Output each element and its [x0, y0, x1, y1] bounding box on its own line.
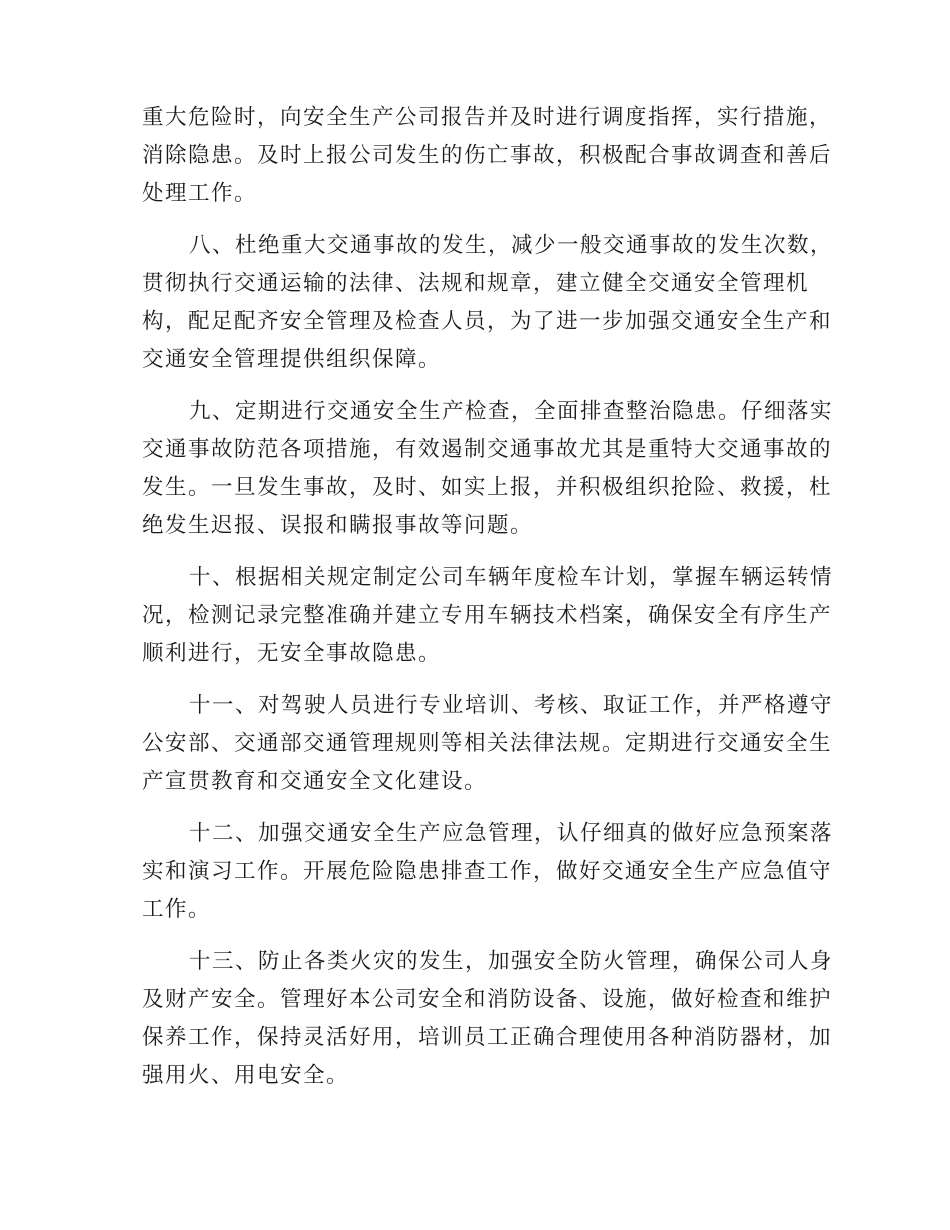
paragraph-item-12	[142, 815, 834, 929]
text-line: 保养工作，保持灵活好用，培训员工正确合理使用各种消防器材，加	[142, 1025, 833, 1050]
text-line: 公安部、交通部交通管理规则等相关法律法规。定期进行交通安全生	[142, 731, 833, 756]
text-line: 实和演习工作。开展危险隐患排查工作，做好交通安全生产应急值守	[142, 859, 833, 884]
text-line: 构，配足配齐安全管理及检查人员，为了进一步加强交通安全生产和	[142, 309, 833, 334]
text-line: 十、根据相关规定制定公司车辆年度检车计划，掌握车辆运转情	[189, 565, 834, 590]
text-line: 贯彻执行交通运输的法律、法规和规章，建立健全交通安全管理机	[142, 271, 810, 296]
text-line: 工作。	[142, 897, 212, 922]
text-line: 十二、加强交通安全生产应急管理，认仔细真的做好应急预案落	[189, 821, 834, 846]
text-line: 十三、防止各类火灾的发生，加强安全防火管理，确保公司人身	[189, 949, 834, 974]
text-line: 消除隐患。及时上报公司发生的伤亡事故，积极配合事故调查和善后	[142, 143, 833, 168]
text-line: 处理工作。	[142, 181, 258, 206]
text-line: 产宣贯教育和交通安全文化建设。	[142, 769, 488, 794]
paragraph-item-8	[142, 227, 834, 379]
paragraph-item-10	[142, 559, 834, 673]
text-line: 及财产安全。管理好本公司安全和消防设备、设施，做好检查和维护	[142, 987, 833, 1012]
text-line: 发生。一旦发生事故，及时、如实上报，并积极组织抢险、救援，杜	[142, 475, 833, 500]
text-line: 顺利进行，无安全事故隐患。	[142, 641, 442, 666]
paragraph-continuation	[142, 99, 833, 213]
text-line: 十一、对驾驶人员进行专业培训、考核、取证工作，并严格遵守	[189, 693, 834, 718]
text-line: 九、定期进行交通安全生产检查，全面排查整治隐患。仔细落实	[189, 399, 834, 424]
text-line: 交通事故防范各项措施，有效遏制交通事故尤其是重特大交通事故的	[142, 437, 833, 462]
text-line: 交通安全管理提供组织保障。	[142, 347, 442, 372]
document-body	[142, 99, 834, 1109]
text-line: 绝发生迟报、误报和瞒报事故等问题。	[142, 513, 534, 538]
paragraph-item-11	[142, 687, 834, 801]
text-line: 八、杜绝重大交通事故的发生，减少一般交通事故的发生次数，	[189, 233, 834, 258]
text-line: 况，检测记录完整准确并建立专用车辆技术档案，确保安全有序生产	[142, 603, 833, 628]
paragraph-item-9	[142, 393, 834, 545]
text-line: 强用火、用电安全。	[142, 1063, 350, 1088]
text-line: 重大危险时，向安全生产公司报告并及时进行调度指挥，实行措施，	[142, 105, 833, 130]
paragraph-item-13	[142, 943, 834, 1095]
